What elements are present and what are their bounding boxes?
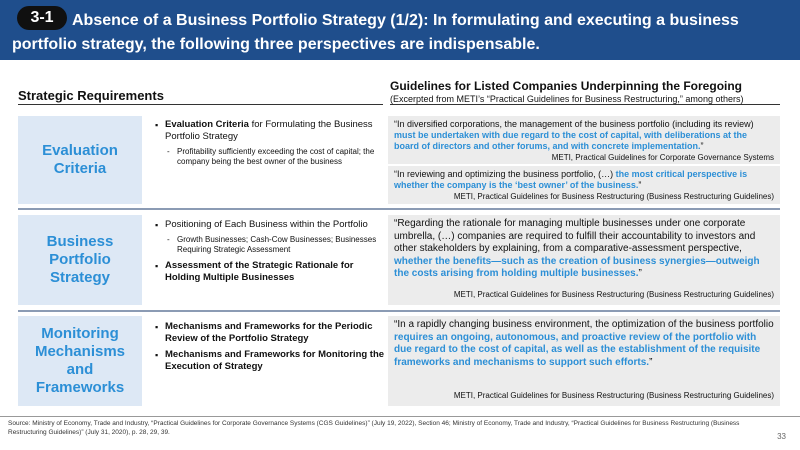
quote-text: “In reviewing and optimizing the business portfolio, (…) — [394, 169, 616, 179]
guidelines-heading-block — [390, 79, 790, 105]
guideline-quote-best-owner — [388, 166, 780, 204]
left-heading-divider — [18, 104, 383, 105]
quote-text: “In a rapidly changing business environment, the optimization of the business portfolio — [394, 319, 774, 330]
row-divider — [18, 310, 780, 312]
requirement-item: ▪ Positioning of Each Business within the Portfolio — [155, 219, 385, 231]
section-badge: 3-1 — [17, 6, 67, 30]
quote-source: METI, Practical Guidelines for Business Restructuring (Business Restructuring Guidelines) — [453, 192, 774, 201]
category-monitoring-mechanisms: Monitoring Mechanisms and Frameworks — [18, 316, 142, 406]
requirement-subitem: - Profitability sufficiently exceeding the cost of capital; the company being the best owner of the business — [155, 147, 385, 167]
requirements-evaluation-criteria — [155, 119, 385, 172]
quote-close: ” — [649, 356, 653, 368]
requirement-item: ▪ Mechanisms and Frameworks for Monitoring the Execution of Strategy — [155, 349, 385, 373]
category-business-portfolio-strategy: Business Portfolio Strategy — [18, 215, 142, 305]
page-title: Absence of a Business Portfolio Strategy (1/2): In formulating and executing a business portfolio strategy, the following three perspectives are indispensable. — [12, 12, 739, 53]
quote-source: METI, Practical Guidelines for Corporate Governance Systems — [551, 153, 774, 162]
requirement-bold-text: Evaluation Criteria — [165, 119, 249, 130]
quote-highlight: requires an ongoing, autonomous, and proactive review of the portfolio with due regard to the cost of capital, as well as the establishment of the requisite frameworks and mechanisms to support such efforts. — [394, 331, 761, 368]
source-note: Source: Ministry of Economy, Trade and Industry, “Practical Guidelines for Corporate Governance Systems (CGS Guidelines)” (July 19, 2022), Section 46; Ministry of Economy, Trade and Industry, “Practical Guidelines for Business Restructuring (Business Restructuring Guidelines)” (July 31, 2020), p. 28, 29, 39. — [8, 420, 740, 436]
quote-source: METI, Practical Guidelines for Business Restructuring (Business Restructuring Guidelines) — [453, 290, 774, 299]
quote-source: METI, Practical Guidelines for Business Restructuring (Business Restructuring Guidelines) — [453, 391, 774, 400]
guideline-quote-synergies — [388, 215, 780, 305]
row-divider — [18, 208, 780, 210]
guideline-quote-cgs — [388, 116, 780, 164]
quote-close: ” — [638, 268, 642, 279]
footer-divider — [0, 416, 800, 417]
quote-text: “In diversified corporations, the management of the business portfolio (including its review) — [394, 119, 754, 129]
guidelines-subheading: (Excerpted from METI’s “Practical Guidelines for Business Restructuring,” among others) — [390, 94, 744, 104]
right-heading-divider — [390, 104, 780, 105]
category-evaluation-criteria: Evaluation Criteria — [18, 116, 142, 204]
quote-highlight: must be undertaken with due regard to the cost of capital, with deliberations at the board of directors and other forums, and with concrete implementation. — [394, 130, 748, 151]
requirement-item — [155, 119, 385, 143]
requirements-monitoring-mechanisms — [155, 321, 385, 377]
requirement-item: ▪ Mechanisms and Frameworks for the Periodic Review of the Portfolio Strategy — [155, 321, 385, 345]
page-number: 33 — [777, 432, 786, 441]
strategic-requirements-heading: Strategic Requirements — [18, 88, 164, 103]
quote-highlight: whether the benefits—such as the creation of business synergies—outweigh the costs arising from holding multiple businesses. — [394, 255, 760, 279]
requirement-subitem: - Growth Businesses; Cash-Cow Businesses; Businesses Requiring Strategic Assessment — [155, 235, 385, 255]
requirements-business-portfolio-strategy — [155, 219, 385, 288]
quote-highlight: the most critical perspective is whether the company is the ‘best owner’ of the business. — [394, 169, 748, 190]
quote-close: ” — [638, 180, 642, 190]
requirement-text: for Formulating the Business Portfolio Strategy — [165, 119, 373, 142]
quote-text: “Regarding the rationale for managing multiple businesses under one corporate umbrella, (…) companies are required to fulfill their accountability to investors and other stakeholders by explaining, from a comparative-assessment perspective, — [394, 218, 756, 254]
guideline-quote-ongoing-review — [388, 316, 780, 406]
guidelines-heading: Guidelines for Listed Companies Underpinning the Foregoing — [390, 79, 743, 93]
requirement-item: ▪ Assessment of the Strategic Rationale for Holding Multiple Businesses — [155, 260, 385, 284]
quote-close: ” — [700, 141, 704, 151]
title-bar — [0, 0, 800, 60]
